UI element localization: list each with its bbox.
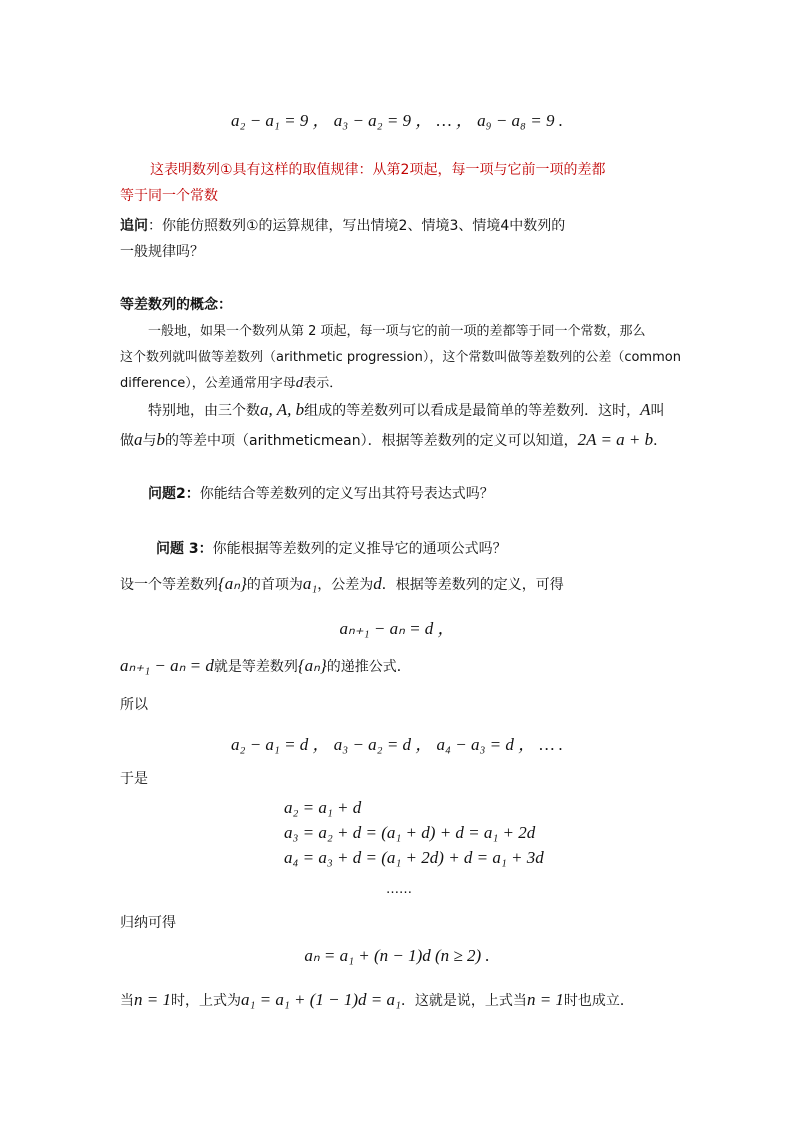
final-text: 时也成立． — [563, 993, 634, 1009]
question-2-text: 你能结合等差数列的定义写出其符号表达式吗？ — [199, 486, 494, 502]
three-numbers-math: a, A, b — [260, 400, 305, 419]
variable-b: b — [156, 430, 165, 449]
middle-term-equation: 2A = a + b — [577, 430, 654, 449]
middle-term-line-2 — [120, 430, 667, 450]
recurrence-line — [120, 656, 411, 676]
question-3-label: 问题 3： — [156, 541, 213, 557]
so-label: 所以 — [120, 697, 148, 713]
followup-label: 追问 — [120, 218, 148, 234]
difference-equations-line: a₂ − a₁ = 9 ， a₃ − a₂ = 9 ， … ， a₉ − a₈ = 9 . — [231, 111, 563, 130]
final-text: 当 — [120, 993, 134, 1009]
middle-term-text: 组成的等差数列可以看成是最简单的等差数列．这时， — [304, 403, 641, 419]
concept-paragraph-line-2: 这个数列就叫做等差数列（arithmetic progression），这个常数叫做等差数列的公差（common — [120, 350, 681, 365]
final-check-equation: a₁ = a₁ + (1 − 1)d = a₁ — [240, 990, 401, 1009]
concept-heading: 等差数列的概念： — [120, 297, 232, 313]
red-conclusion-line-2: 等于同一个常数 — [120, 188, 218, 204]
consecutive-differences: a₂ − a₁ = d ， a₃ − a₂ = d ， a₄ − a₃ = d ， … . — [231, 735, 563, 754]
first-term: a₁ — [302, 574, 318, 593]
general-term-formula: aₙ = a₁ + (n − 1)d (n ≥ 2) . — [304, 946, 490, 965]
derivation-intro — [120, 574, 564, 594]
common-difference: d — [373, 574, 382, 593]
sequence-an: {aₙ} — [297, 656, 327, 675]
derivation-text: 的首项为 — [246, 577, 303, 593]
recurrence-inline: aₙ₊₁ − aₙ = d — [120, 656, 214, 675]
followup-text: ：你能仿照数列①的运算规律，写出情境2、情境3、情境4中数列的 — [148, 218, 566, 234]
concept-paragraph-line-1: 一般地，如果一个数列从第 2 项起，每一项与它的前一项的差都等于同一个常数，那么 — [148, 324, 646, 339]
induce-label: 归纳可得 — [120, 915, 176, 931]
question-3 — [156, 538, 507, 558]
middle-term-text: ． — [653, 433, 668, 449]
final-text: 时，上式为 — [170, 993, 241, 1009]
variable-A: A — [640, 400, 651, 419]
derivation-text: 的递推公式． — [326, 659, 411, 675]
middle-term-text: 与 — [142, 433, 157, 449]
equation-a4: a₄ = a₃ + d = (a₁ + 2d) + d = a₁ + 3d — [284, 848, 544, 867]
variable-a: a — [134, 430, 143, 449]
n-equals-1: n = 1 — [526, 990, 564, 1009]
equation-a2: a₂ = a₁ + d — [284, 798, 362, 817]
concept-text: 表示． — [303, 376, 343, 391]
final-statement — [120, 990, 634, 1010]
variable-d: d — [295, 375, 304, 391]
followup-question-line-2: 一般规律吗？ — [120, 244, 204, 260]
n-equals-1: n = 1 — [134, 990, 171, 1009]
concept-paragraph-line-3 — [120, 372, 342, 392]
derivation-text: ．根据等差数列的定义，可得 — [381, 577, 564, 593]
equation-a3: a₃ = a₂ + d = (a₁ + d) + d = a₁ + 2d — [284, 823, 536, 842]
middle-term-line-1 — [148, 400, 664, 420]
sequence-an: {aₙ} — [218, 574, 247, 593]
middle-term-text: 特别地，由三个数 — [148, 403, 260, 419]
concept-text: difference），公差通常用字母 — [120, 376, 296, 391]
recurrence-formula: aₙ₊₁ − aₙ = d ， — [339, 619, 455, 638]
ellipsis: …… — [386, 882, 412, 897]
final-text: ．这就是说，上式当 — [400, 993, 527, 1009]
derivation-text: 设一个等差数列 — [120, 577, 218, 593]
then-label: 于是 — [120, 771, 148, 787]
followup-question-line-1 — [120, 215, 565, 235]
red-conclusion-line-1: 这表明数列①具有这样的取值规律：从第2项起，每一项与它前一项的差都 — [150, 162, 606, 178]
middle-term-text: 叫 — [650, 403, 665, 419]
question-3-text: 你能根据等差数列的定义推导它的通项公式吗？ — [212, 541, 507, 557]
question-2-label: 问题2： — [148, 486, 200, 502]
middle-term-text: 的等差中项（arithmeticmean）．根据等差数列的定义可以知道， — [165, 433, 578, 449]
derivation-text: ，公差为 — [317, 577, 374, 593]
middle-term-text: 做 — [120, 433, 134, 449]
question-2 — [148, 483, 494, 503]
derivation-text: 就是等差数列 — [213, 659, 298, 675]
